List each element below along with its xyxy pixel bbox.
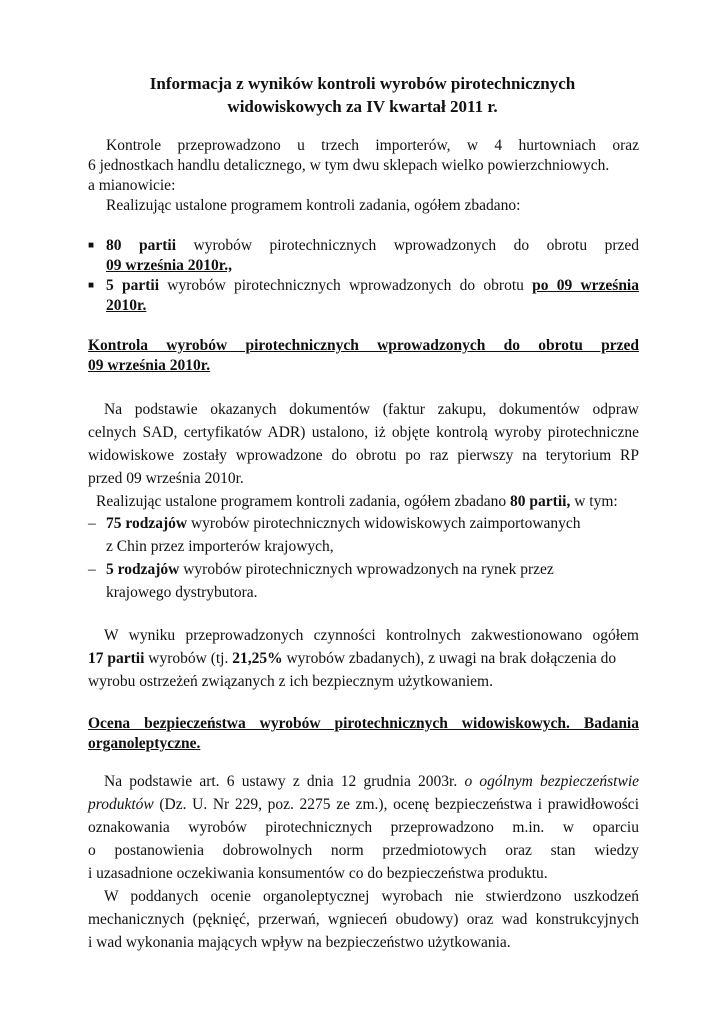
intro-line-2: 6 jednostkach handlu detalicznego, w tym dwu sklepach wielko powierzchniowych. xyxy=(88,157,610,174)
bullet-2-date-part-1: po 09 września xyxy=(532,277,639,294)
section-1-heading-line-1: Kontrola wyrobów pirotechnicznych wprowadzonych do obrotu przed xyxy=(88,337,639,354)
bullet-2-date-line xyxy=(106,296,657,316)
s2-p1-line-2-rest: (Dz. U. Nr 229, poz. 2275 ze zm.), ocenę bezpieczeństwa i prawidłowości xyxy=(159,796,639,813)
s1-p1-line-2: celnych SAD, certyfikatów ADR) ustalono, iż objęte kontrolą wyroby pirotechniczne xyxy=(88,424,639,441)
square-bullet-icon: ■ xyxy=(88,240,95,251)
s2-p1-line-3: oznakowania wyrobów pirotechnicznych przeprowadzono m.in. w oparciu xyxy=(88,819,639,836)
s1-p2-post: w tym: xyxy=(574,493,618,510)
s1-d2-text: wyrobów pirotechnicznych wprowadzonych na rynek przez xyxy=(183,561,554,578)
bullet-2-text: wyrobów pirotechnicznych wprowadzonych do obrotu xyxy=(167,277,524,294)
bullet-1-date-line xyxy=(106,256,657,276)
dash-bullet-icon: – xyxy=(88,515,96,532)
section-2-heading-line-2: organoleptyczne. xyxy=(88,735,201,752)
intro-line-1: Kontrole przeprowadzono u trzech importerów, w 4 hurtowniach oraz xyxy=(106,137,639,154)
s2-p2-line-1: W poddanych ocenie organoleptycznej wyrobach nie stwierdzono uszkodzeń xyxy=(104,888,639,905)
bullet-item-1 xyxy=(106,236,639,256)
s1-p1-line-1: Na podstawie okazanych dokumentów (faktur zakupu, dokumentów odpraw xyxy=(104,401,639,418)
section-2-heading-line-1: Ocena bezpieczeństwa wyrobów pirotechnicznych widowiskowych. Badania xyxy=(88,715,639,732)
s1-p3-count: 17 partii xyxy=(88,650,145,667)
s1-dash-item-2 xyxy=(106,560,657,580)
s2-p1-pre: Na podstawie art. 6 ustawy z dnia 12 grudnia 2003r. xyxy=(104,773,458,790)
s2-p1-line-4: o postanowienia dobrowolnych norm przedmiotowych oraz stan wiedzy xyxy=(88,842,639,859)
bullet-2-date-part-2: 2010r. xyxy=(106,297,147,314)
s1-p3-line-3: wyrobu ostrzeżeń związanych z ich bezpiecznym użytkowaniem. xyxy=(88,673,493,690)
s1-d1-text: wyrobów pirotechnicznych widowiskowych zaimportowanych xyxy=(190,515,581,532)
s1-dash-item-1-line-2: z Chin przez importerów krajowych, xyxy=(106,538,334,555)
square-bullet-icon: ■ xyxy=(88,280,95,291)
intro-line-4: Realizując ustalone programem kontroli zadania, ogółem zbadano: xyxy=(106,197,521,214)
s2-p1-line-1 xyxy=(104,772,639,792)
s1-p1-line-4: przed 09 września 2010r. xyxy=(88,470,244,487)
bullet-1-date: 09 września 2010r., xyxy=(106,257,232,274)
dash-bullet-icon: – xyxy=(88,561,96,578)
s1-dash-item-1 xyxy=(106,514,657,534)
s2-p1-line-2 xyxy=(88,795,639,815)
document-title-line-2: widowiskowych za IV kwartał 2011 r. xyxy=(227,97,498,116)
s1-dash-item-2-line-2: krajowego dystrybutora. xyxy=(106,584,258,601)
s1-p3-mid: wyrobów (tj. xyxy=(148,650,229,667)
section-1-heading-line-2: 09 września 2010r. xyxy=(88,357,211,374)
bullet-1-count: 80 partii xyxy=(106,237,177,254)
s1-p3-end: wyrobów zbadanych), z uwagi na brak dołączenia do xyxy=(286,650,617,667)
s2-p2-line-3: i wad wykonania mających wpływ na bezpieczeństwo użytkowania. xyxy=(88,934,511,951)
s1-p3-line-2 xyxy=(88,649,639,669)
s1-d2-count: 5 rodzajów xyxy=(106,561,180,578)
bullet-1-text: wyrobów pirotechnicznych wprowadzonych do obrotu przed xyxy=(193,237,640,254)
s2-p1-italic-2: produktów xyxy=(88,796,154,813)
s2-p2-line-2: mechanicznych (pęknięć, przerwań, wgnieceń obudowy) oraz wad konstrukcyjnych xyxy=(88,911,639,928)
intro-line-3: a mianowicie: xyxy=(88,177,176,194)
s1-p2-count: 80 partii, xyxy=(510,493,571,510)
document-title-line-1: Informacja z wyników kontroli wyrobów pirotechnicznych xyxy=(149,74,576,93)
s1-p2-line xyxy=(96,492,647,512)
s1-d1-count: 75 rodzajów xyxy=(106,515,188,532)
s2-p1-line-5: i uzasadnione oczekiwania konsumentów co do bezpieczeństwa produktu. xyxy=(88,865,548,882)
s1-p3-percent: 21,25% xyxy=(232,650,283,667)
s1-p1-line-3: widowiskowe zostały wprowadzone do obrotu po raz pierwszy na terytorium RP xyxy=(88,447,639,464)
bullet-item-2 xyxy=(106,276,639,296)
s1-p2-pre: Realizując ustalone programem kontroli zadania, ogółem zbadano xyxy=(96,493,507,510)
s1-p3-line-1: W wyniku przeprowadzonych czynności kontrolnych zakwestionowano ogółem xyxy=(104,627,639,644)
s2-p1-italic-1: o ogólnym bezpieczeństwie xyxy=(464,773,640,790)
bullet-2-count: 5 partii xyxy=(106,277,160,294)
